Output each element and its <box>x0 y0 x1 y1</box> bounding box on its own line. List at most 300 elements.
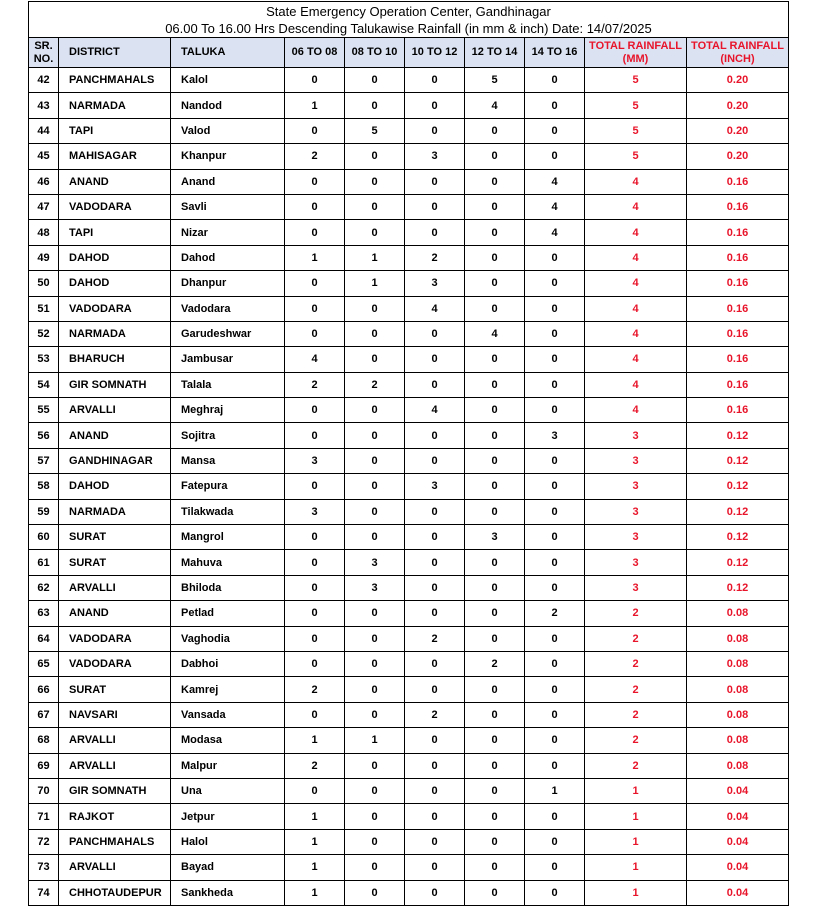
cell-taluka: Talala <box>171 372 285 397</box>
rainfall-report <box>28 1 789 906</box>
cell-08-to-10: 0 <box>345 829 405 854</box>
cell-district: ARVALLI <box>59 575 171 600</box>
cell-total-mm: 3 <box>585 550 687 575</box>
cell-14-to-16: 0 <box>525 398 585 423</box>
cell-sr-no: 72 <box>29 829 59 854</box>
table-row <box>29 144 789 169</box>
cell-taluka: Bhiloda <box>171 575 285 600</box>
cell-06-to-08: 0 <box>285 423 345 448</box>
cell-14-to-16: 0 <box>525 474 585 499</box>
cell-12-to-14: 0 <box>465 169 525 194</box>
cell-06-to-08: 0 <box>285 575 345 600</box>
col-header-14-to-16: 14 TO 16 <box>525 38 585 68</box>
table-row <box>29 829 789 854</box>
col-header-12-to-14: 12 TO 14 <box>465 38 525 68</box>
table-row <box>29 68 789 93</box>
cell-taluka: Mangrol <box>171 525 285 550</box>
cell-total-inch: 0.04 <box>687 829 789 854</box>
cell-taluka: Malpur <box>171 753 285 778</box>
cell-12-to-14: 0 <box>465 855 525 880</box>
cell-12-to-14: 0 <box>465 880 525 905</box>
cell-14-to-16: 0 <box>525 804 585 829</box>
cell-14-to-16: 0 <box>525 702 585 727</box>
cell-14-to-16: 0 <box>525 296 585 321</box>
cell-district: ARVALLI <box>59 728 171 753</box>
cell-10-to-12: 0 <box>405 677 465 702</box>
cell-taluka: Fatepura <box>171 474 285 499</box>
cell-06-to-08: 3 <box>285 499 345 524</box>
cell-12-to-14: 0 <box>465 448 525 473</box>
cell-taluka: Mahuva <box>171 550 285 575</box>
cell-total-mm: 1 <box>585 778 687 803</box>
cell-sr-no: 67 <box>29 702 59 727</box>
cell-taluka: Jetpur <box>171 804 285 829</box>
table-row <box>29 398 789 423</box>
cell-08-to-10: 0 <box>345 880 405 905</box>
cell-10-to-12: 0 <box>405 499 465 524</box>
cell-total-mm: 3 <box>585 423 687 448</box>
cell-06-to-08: 0 <box>285 778 345 803</box>
table-row <box>29 347 789 372</box>
cell-10-to-12: 0 <box>405 651 465 676</box>
cell-08-to-10: 1 <box>345 728 405 753</box>
cell-10-to-12: 0 <box>405 118 465 143</box>
cell-12-to-14: 0 <box>465 778 525 803</box>
cell-district: VADODARA <box>59 296 171 321</box>
cell-sr-no: 69 <box>29 753 59 778</box>
cell-10-to-12: 0 <box>405 829 465 854</box>
cell-total-mm: 4 <box>585 398 687 423</box>
report-title-line2: 06.00 To 16.00 Hrs Descending Talukawise Rainfall (in mm & inch) Date: 14/07/2025 <box>165 21 652 36</box>
cell-12-to-14: 0 <box>465 829 525 854</box>
cell-06-to-08: 2 <box>285 372 345 397</box>
cell-10-to-12: 4 <box>405 296 465 321</box>
table-body <box>29 68 789 906</box>
cell-total-inch: 0.08 <box>687 651 789 676</box>
cell-total-inch: 0.04 <box>687 778 789 803</box>
cell-14-to-16: 0 <box>525 753 585 778</box>
cell-14-to-16: 0 <box>525 728 585 753</box>
cell-taluka: Sankheda <box>171 880 285 905</box>
cell-total-inch: 0.08 <box>687 702 789 727</box>
cell-12-to-14: 0 <box>465 372 525 397</box>
cell-14-to-16: 0 <box>525 93 585 118</box>
cell-08-to-10: 0 <box>345 347 405 372</box>
cell-total-mm: 2 <box>585 677 687 702</box>
cell-06-to-08: 0 <box>285 321 345 346</box>
cell-12-to-14: 0 <box>465 347 525 372</box>
table-row <box>29 169 789 194</box>
cell-10-to-12: 0 <box>405 220 465 245</box>
table-row <box>29 677 789 702</box>
cell-district: NARMADA <box>59 499 171 524</box>
cell-total-mm: 2 <box>585 626 687 651</box>
cell-08-to-10: 0 <box>345 93 405 118</box>
cell-12-to-14: 0 <box>465 626 525 651</box>
cell-sr-no: 47 <box>29 194 59 219</box>
cell-08-to-10: 0 <box>345 220 405 245</box>
cell-10-to-12: 0 <box>405 169 465 194</box>
cell-sr-no: 44 <box>29 118 59 143</box>
cell-12-to-14: 0 <box>465 118 525 143</box>
cell-taluka: Vadodara <box>171 296 285 321</box>
cell-12-to-14: 0 <box>465 499 525 524</box>
cell-sr-no: 73 <box>29 855 59 880</box>
cell-06-to-08: 1 <box>285 245 345 270</box>
table-row <box>29 194 789 219</box>
cell-06-to-08: 0 <box>285 296 345 321</box>
cell-12-to-14: 0 <box>465 804 525 829</box>
cell-total-mm: 4 <box>585 169 687 194</box>
cell-08-to-10: 3 <box>345 575 405 600</box>
table-row <box>29 118 789 143</box>
cell-08-to-10: 0 <box>345 194 405 219</box>
cell-14-to-16: 1 <box>525 778 585 803</box>
cell-06-to-08: 0 <box>285 626 345 651</box>
cell-10-to-12: 2 <box>405 702 465 727</box>
cell-sr-no: 68 <box>29 728 59 753</box>
cell-total-mm: 4 <box>585 372 687 397</box>
col-header-taluka: TALUKA <box>171 38 285 68</box>
cell-district: VADODARA <box>59 194 171 219</box>
cell-10-to-12: 0 <box>405 93 465 118</box>
cell-14-to-16: 4 <box>525 220 585 245</box>
cell-district: PANCHMAHALS <box>59 829 171 854</box>
cell-10-to-12: 0 <box>405 448 465 473</box>
cell-sr-no: 56 <box>29 423 59 448</box>
cell-sr-no: 64 <box>29 626 59 651</box>
cell-total-mm: 2 <box>585 702 687 727</box>
cell-taluka: Nizar <box>171 220 285 245</box>
cell-taluka: Sojitra <box>171 423 285 448</box>
cell-total-inch: 0.16 <box>687 296 789 321</box>
table-row <box>29 448 789 473</box>
cell-14-to-16: 0 <box>525 651 585 676</box>
col-header-08-to-10: 08 TO 10 <box>345 38 405 68</box>
cell-12-to-14: 0 <box>465 728 525 753</box>
cell-10-to-12: 0 <box>405 855 465 880</box>
cell-total-inch: 0.04 <box>687 855 789 880</box>
cell-10-to-12: 3 <box>405 144 465 169</box>
cell-total-inch: 0.12 <box>687 525 789 550</box>
cell-12-to-14: 0 <box>465 423 525 448</box>
cell-district: DAHOD <box>59 271 171 296</box>
cell-12-to-14: 4 <box>465 93 525 118</box>
cell-08-to-10: 0 <box>345 525 405 550</box>
col-header-district: DISTRICT <box>59 38 171 68</box>
cell-08-to-10: 0 <box>345 855 405 880</box>
cell-sr-no: 46 <box>29 169 59 194</box>
cell-10-to-12: 0 <box>405 601 465 626</box>
cell-total-mm: 3 <box>585 499 687 524</box>
cell-14-to-16: 4 <box>525 194 585 219</box>
cell-district: CHHOTAUDEPUR <box>59 880 171 905</box>
cell-12-to-14: 0 <box>465 702 525 727</box>
cell-12-to-14: 5 <box>465 68 525 93</box>
cell-total-mm: 1 <box>585 855 687 880</box>
cell-sr-no: 66 <box>29 677 59 702</box>
cell-sr-no: 42 <box>29 68 59 93</box>
cell-total-mm: 1 <box>585 880 687 905</box>
cell-06-to-08: 0 <box>285 702 345 727</box>
cell-14-to-16: 0 <box>525 271 585 296</box>
cell-12-to-14: 0 <box>465 550 525 575</box>
cell-sr-no: 50 <box>29 271 59 296</box>
cell-08-to-10: 0 <box>345 753 405 778</box>
cell-06-to-08: 0 <box>285 651 345 676</box>
cell-14-to-16: 0 <box>525 321 585 346</box>
cell-08-to-10: 0 <box>345 778 405 803</box>
cell-total-inch: 0.16 <box>687 194 789 219</box>
table-header-row <box>29 38 789 68</box>
table-row <box>29 245 789 270</box>
cell-14-to-16: 0 <box>525 372 585 397</box>
cell-08-to-10: 1 <box>345 271 405 296</box>
cell-06-to-08: 0 <box>285 474 345 499</box>
cell-08-to-10: 3 <box>345 550 405 575</box>
cell-total-mm: 5 <box>585 144 687 169</box>
cell-taluka: Halol <box>171 829 285 854</box>
cell-08-to-10: 0 <box>345 68 405 93</box>
table-row <box>29 651 789 676</box>
cell-08-to-10: 1 <box>345 245 405 270</box>
cell-taluka: Vaghodia <box>171 626 285 651</box>
cell-total-inch: 0.08 <box>687 728 789 753</box>
cell-sr-no: 71 <box>29 804 59 829</box>
table-row <box>29 626 789 651</box>
cell-total-inch: 0.12 <box>687 448 789 473</box>
cell-12-to-14: 2 <box>465 651 525 676</box>
cell-12-to-14: 0 <box>465 398 525 423</box>
cell-12-to-14: 0 <box>465 296 525 321</box>
cell-district: GIR SOMNATH <box>59 372 171 397</box>
cell-taluka: Kamrej <box>171 677 285 702</box>
cell-total-mm: 5 <box>585 118 687 143</box>
cell-taluka: Dabhoi <box>171 651 285 676</box>
cell-06-to-08: 1 <box>285 880 345 905</box>
cell-sr-no: 65 <box>29 651 59 676</box>
cell-district: VADODARA <box>59 626 171 651</box>
cell-sr-no: 70 <box>29 778 59 803</box>
cell-sr-no: 53 <box>29 347 59 372</box>
cell-district: ANAND <box>59 169 171 194</box>
table-row <box>29 550 789 575</box>
cell-district: VADODARA <box>59 651 171 676</box>
cell-08-to-10: 0 <box>345 398 405 423</box>
rainfall-table <box>28 37 789 906</box>
cell-14-to-16: 0 <box>525 575 585 600</box>
cell-total-mm: 3 <box>585 575 687 600</box>
cell-district: SURAT <box>59 550 171 575</box>
table-row <box>29 423 789 448</box>
cell-sr-no: 52 <box>29 321 59 346</box>
cell-12-to-14: 0 <box>465 474 525 499</box>
cell-total-inch: 0.08 <box>687 626 789 651</box>
cell-sr-no: 55 <box>29 398 59 423</box>
cell-06-to-08: 1 <box>285 829 345 854</box>
col-header-06-to-08: 06 TO 08 <box>285 38 345 68</box>
table-row <box>29 321 789 346</box>
table-row <box>29 804 789 829</box>
cell-12-to-14: 0 <box>465 271 525 296</box>
cell-14-to-16: 0 <box>525 525 585 550</box>
table-row <box>29 880 789 905</box>
cell-total-mm: 1 <box>585 804 687 829</box>
cell-10-to-12: 0 <box>405 804 465 829</box>
cell-08-to-10: 0 <box>345 626 405 651</box>
cell-08-to-10: 0 <box>345 499 405 524</box>
cell-total-inch: 0.08 <box>687 677 789 702</box>
cell-total-mm: 4 <box>585 347 687 372</box>
cell-sr-no: 49 <box>29 245 59 270</box>
cell-total-mm: 3 <box>585 525 687 550</box>
col-header-total-mm: TOTAL RAINFALL (MM) <box>585 38 687 68</box>
cell-total-inch: 0.16 <box>687 220 789 245</box>
cell-06-to-08: 1 <box>285 804 345 829</box>
cell-10-to-12: 0 <box>405 778 465 803</box>
cell-taluka: Mansa <box>171 448 285 473</box>
cell-06-to-08: 0 <box>285 68 345 93</box>
cell-total-mm: 4 <box>585 296 687 321</box>
cell-total-mm: 3 <box>585 448 687 473</box>
cell-taluka: Modasa <box>171 728 285 753</box>
cell-taluka: Anand <box>171 169 285 194</box>
cell-10-to-12: 2 <box>405 245 465 270</box>
cell-district: TAPI <box>59 220 171 245</box>
cell-12-to-14: 0 <box>465 220 525 245</box>
cell-14-to-16: 0 <box>525 347 585 372</box>
cell-taluka: Khanpur <box>171 144 285 169</box>
col-header-total-inch: TOTAL RAINFALL (INCH) <box>687 38 789 68</box>
table-row <box>29 601 789 626</box>
cell-total-mm: 4 <box>585 194 687 219</box>
cell-12-to-14: 4 <box>465 321 525 346</box>
cell-total-mm: 2 <box>585 753 687 778</box>
table-row <box>29 220 789 245</box>
cell-sr-no: 45 <box>29 144 59 169</box>
table-row <box>29 855 789 880</box>
cell-10-to-12: 0 <box>405 753 465 778</box>
cell-14-to-16: 0 <box>525 829 585 854</box>
cell-sr-no: 63 <box>29 601 59 626</box>
cell-12-to-14: 0 <box>465 677 525 702</box>
cell-total-inch: 0.16 <box>687 271 789 296</box>
cell-06-to-08: 1 <box>285 728 345 753</box>
cell-14-to-16: 0 <box>525 626 585 651</box>
cell-06-to-08: 1 <box>285 855 345 880</box>
cell-district: ARVALLI <box>59 398 171 423</box>
cell-total-inch: 0.16 <box>687 347 789 372</box>
cell-total-mm: 4 <box>585 271 687 296</box>
cell-total-inch: 0.04 <box>687 804 789 829</box>
table-row <box>29 525 789 550</box>
cell-total-inch: 0.08 <box>687 753 789 778</box>
cell-08-to-10: 0 <box>345 423 405 448</box>
table-row <box>29 575 789 600</box>
cell-06-to-08: 0 <box>285 271 345 296</box>
cell-10-to-12: 0 <box>405 575 465 600</box>
cell-district: RAJKOT <box>59 804 171 829</box>
cell-10-to-12: 3 <box>405 474 465 499</box>
cell-06-to-08: 0 <box>285 220 345 245</box>
cell-taluka: Kalol <box>171 68 285 93</box>
cell-taluka: Valod <box>171 118 285 143</box>
cell-06-to-08: 0 <box>285 398 345 423</box>
cell-14-to-16: 0 <box>525 855 585 880</box>
cell-total-inch: 0.12 <box>687 499 789 524</box>
cell-total-mm: 4 <box>585 321 687 346</box>
cell-10-to-12: 0 <box>405 880 465 905</box>
cell-12-to-14: 0 <box>465 575 525 600</box>
cell-district: ARVALLI <box>59 855 171 880</box>
cell-total-mm: 2 <box>585 728 687 753</box>
cell-12-to-14: 0 <box>465 245 525 270</box>
cell-08-to-10: 0 <box>345 169 405 194</box>
cell-06-to-08: 0 <box>285 118 345 143</box>
cell-taluka: Vansada <box>171 702 285 727</box>
cell-total-inch: 0.16 <box>687 372 789 397</box>
cell-10-to-12: 2 <box>405 626 465 651</box>
cell-08-to-10: 0 <box>345 296 405 321</box>
cell-total-mm: 2 <box>585 601 687 626</box>
table-row <box>29 702 789 727</box>
cell-14-to-16: 0 <box>525 448 585 473</box>
cell-08-to-10: 2 <box>345 372 405 397</box>
cell-sr-no: 59 <box>29 499 59 524</box>
cell-14-to-16: 0 <box>525 550 585 575</box>
cell-total-inch: 0.16 <box>687 398 789 423</box>
cell-sr-no: 74 <box>29 880 59 905</box>
cell-sr-no: 43 <box>29 93 59 118</box>
cell-12-to-14: 0 <box>465 194 525 219</box>
report-title <box>28 1 789 37</box>
cell-08-to-10: 0 <box>345 677 405 702</box>
table-row <box>29 753 789 778</box>
cell-06-to-08: 0 <box>285 169 345 194</box>
cell-taluka: Garudeshwar <box>171 321 285 346</box>
cell-district: SURAT <box>59 677 171 702</box>
cell-10-to-12: 0 <box>405 372 465 397</box>
cell-taluka: Tilakwada <box>171 499 285 524</box>
col-header-10-to-12: 10 TO 12 <box>405 38 465 68</box>
cell-district: NARMADA <box>59 93 171 118</box>
table-row <box>29 271 789 296</box>
cell-total-inch: 0.12 <box>687 423 789 448</box>
cell-total-inch: 0.20 <box>687 118 789 143</box>
cell-14-to-16: 0 <box>525 118 585 143</box>
cell-06-to-08: 3 <box>285 448 345 473</box>
cell-14-to-16: 0 <box>525 245 585 270</box>
cell-taluka: Jambusar <box>171 347 285 372</box>
cell-total-mm: 4 <box>585 245 687 270</box>
cell-sr-no: 58 <box>29 474 59 499</box>
cell-10-to-12: 0 <box>405 550 465 575</box>
cell-06-to-08: 2 <box>285 753 345 778</box>
cell-10-to-12: 0 <box>405 347 465 372</box>
table-row <box>29 474 789 499</box>
cell-total-inch: 0.08 <box>687 601 789 626</box>
cell-total-inch: 0.20 <box>687 144 789 169</box>
cell-total-inch: 0.12 <box>687 474 789 499</box>
cell-district: BHARUCH <box>59 347 171 372</box>
cell-sr-no: 51 <box>29 296 59 321</box>
cell-total-mm: 4 <box>585 220 687 245</box>
cell-sr-no: 54 <box>29 372 59 397</box>
cell-08-to-10: 0 <box>345 448 405 473</box>
cell-08-to-10: 0 <box>345 474 405 499</box>
cell-14-to-16: 0 <box>525 677 585 702</box>
cell-08-to-10: 0 <box>345 702 405 727</box>
